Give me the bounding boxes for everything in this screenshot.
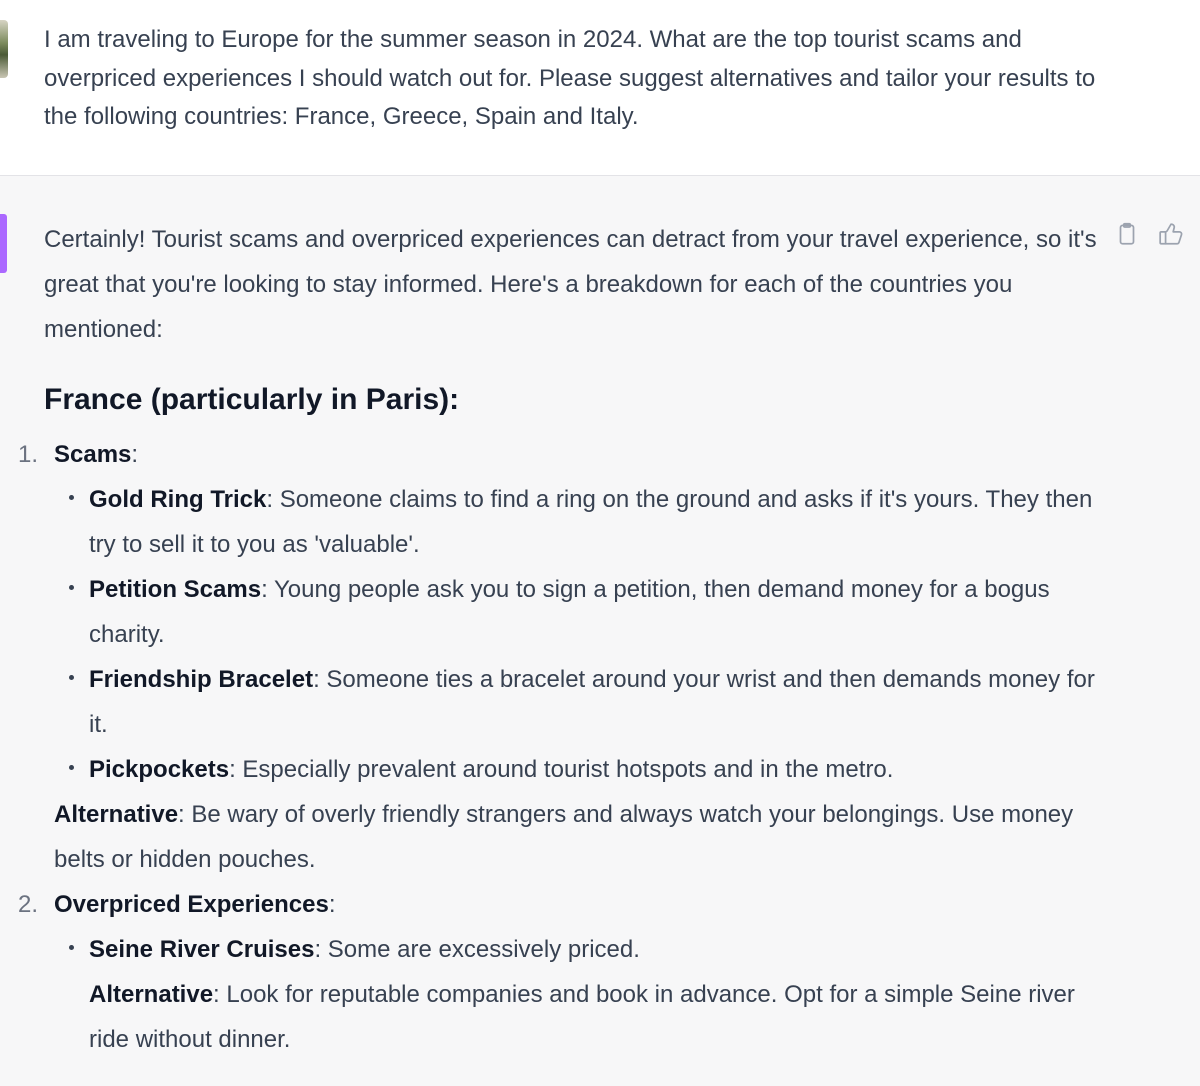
alternative-note [54, 792, 1104, 882]
section-heading: France (particularly in Paris): [44, 383, 460, 416]
assistant-message [0, 177, 1200, 1086]
sub-list-item [89, 747, 1104, 792]
assistant-avatar [0, 214, 7, 273]
sub-list [54, 927, 1104, 972]
list-item-title: Overpriced Experiences [54, 891, 329, 918]
item-text: : Someone ties a bracelet around your wrist and then demands money for it. [89, 666, 1095, 738]
message-actions [1114, 221, 1184, 247]
user-message [0, 0, 1200, 176]
alternative-note [54, 972, 1104, 1062]
intro-paragraph: Certainly! Tourist scams and overpriced experiences can detract from your travel experience, so it's great that you're looking to stay informed. Here's a breakdown for each of the countries you mentioned: [44, 226, 1097, 343]
user-avatar [0, 20, 8, 78]
list-item-title: Scams [54, 441, 132, 468]
item-term: Petition Scams [89, 576, 262, 603]
item-term: Seine River Cruises [89, 936, 315, 963]
list-item [18, 882, 1104, 1062]
item-term: Friendship Bracelet [89, 666, 314, 693]
item-term: Gold Ring Trick [89, 486, 267, 513]
alternative-text: : Look for reputable companies and book in advance. Opt for a simple Seine river ride without dinner. [89, 981, 1075, 1053]
item-term: Pickpockets [89, 756, 230, 783]
list-number: 2. [18, 891, 39, 918]
clipboard-icon[interactable] [1114, 221, 1140, 247]
item-text: : Some are excessively priced. [314, 936, 640, 963]
sub-list-item [89, 657, 1104, 747]
list-number: 1. [18, 441, 39, 468]
alternative-label: Alternative [54, 801, 179, 828]
user-message-text: I am traveling to Europe for the summer season in 2024. What are the top tourist scams and overpriced experiences I should watch out for. Please suggest alternatives and tailor your results to the following countries: France, Greece, Spain and Italy. [44, 26, 1096, 130]
sub-list-item [89, 477, 1104, 567]
item-text: : Young people ask you to sign a petition, then demand money for a bogus charity. [89, 576, 1050, 648]
sub-list-item [89, 927, 1104, 972]
alternative-label: Alternative [89, 981, 214, 1008]
list-item-colon: : [328, 891, 336, 918]
alternative-text: : Be wary of overly friendly strangers and always watch your belongings. Use money belts or hidden pouches. [54, 801, 1074, 873]
sub-list-item [89, 567, 1104, 657]
item-text: : Someone claims to find a ring on the ground and asks if it's yours. They then try to sell it to you as 'valuable'. [89, 486, 1093, 558]
list-item-colon: : [131, 441, 139, 468]
list-item [18, 432, 1104, 882]
item-text: : Especially prevalent around tourist hotspots and in the metro. [229, 756, 894, 783]
sub-list [54, 477, 1104, 792]
assistant-message-content [18, 217, 1104, 1062]
main-list [18, 432, 1104, 1062]
thumbs-up-icon[interactable] [1158, 221, 1184, 247]
